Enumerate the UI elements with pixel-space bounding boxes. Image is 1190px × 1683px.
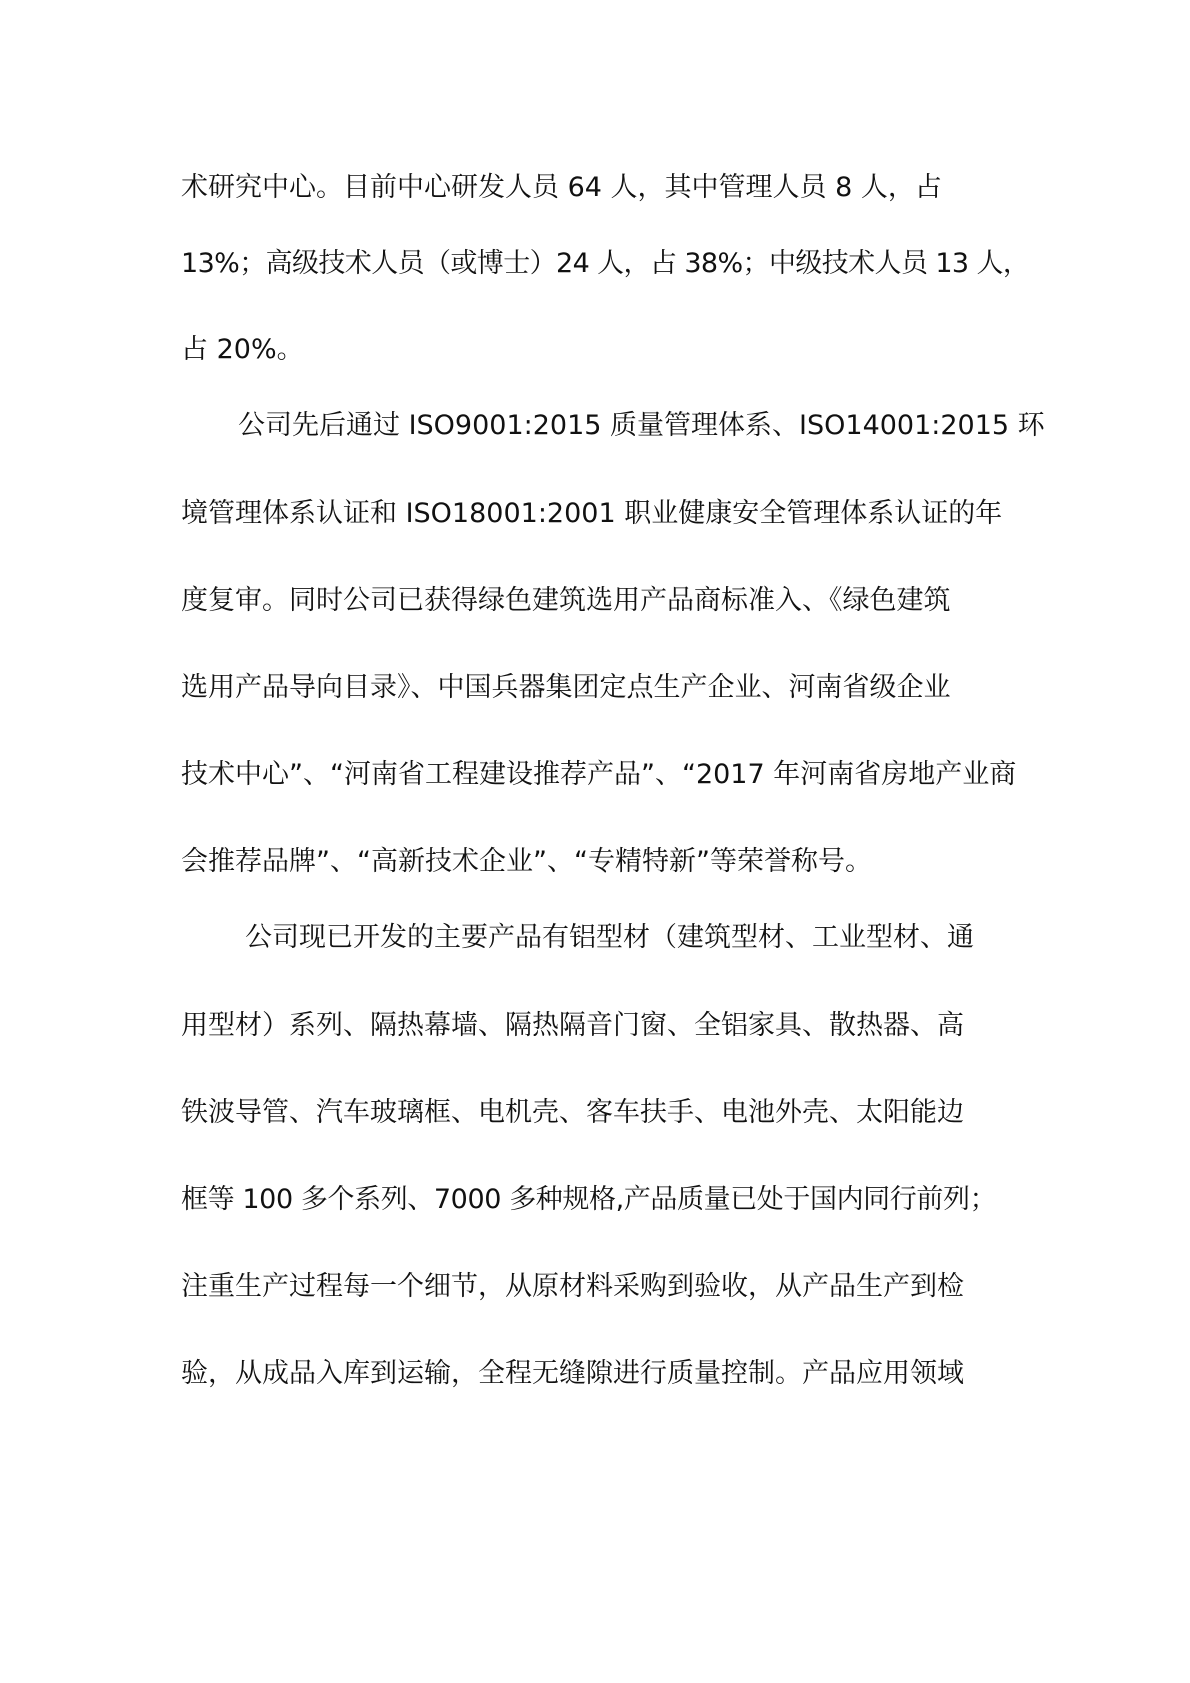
text-line: 境管理体系认证和 ISO18001:2001 职业健康安全管理体系认证的年	[181, 498, 1003, 529]
text-line: 术研究中心。目前中心研发人员 64 人，其中管理人员 8 人，占	[181, 172, 942, 203]
text-line: 验，从成品入库到运输，全程无缝隙进行质量控制。产品应用领域	[181, 1358, 964, 1389]
text-line: 占 20%。	[181, 334, 304, 365]
text-line: 用型材）系列、隔热幕墙、隔热隔音门窗、全铝家具、散热器、高	[181, 1010, 964, 1041]
text-line: 注重生产过程每一个细节，从原材料采购到验收，从产品生产到检	[181, 1271, 964, 1302]
text-line: 公司现已开发的主要产品有铝型材（建筑型材、工业型材、通	[245, 922, 974, 953]
text-line: 铁波导管、汽车玻璃框、电机壳、客车扶手、电池外壳、太阳能边	[181, 1097, 964, 1128]
text-line: 度复审。同时公司已获得绿色建筑选用产品商标准入、《绿色建筑	[181, 585, 951, 616]
text-line: 选用产品导向目录》、中国兵器集团定点生产企业、河南省级企业	[181, 672, 951, 703]
text-line: 技术中心”、“河南省工程建设推荐产品”、“2017 年河南省房地产业商	[181, 759, 1017, 790]
text-line: 会推荐品牌”、“高新技术企业”、“专精特新”等荣誉称号。	[181, 846, 872, 877]
text-line: 13%；高级技术人员（或博士）24 人，占 38%；中级技术人员 13 人，	[181, 248, 1030, 279]
text-line: 框等 100 多个系列、7000 多种规格,产品质量已处于国内同行前列；	[181, 1184, 997, 1215]
text-line: 公司先后通过 ISO9001:2015 质量管理体系、ISO14001:2015 环	[238, 410, 1045, 441]
